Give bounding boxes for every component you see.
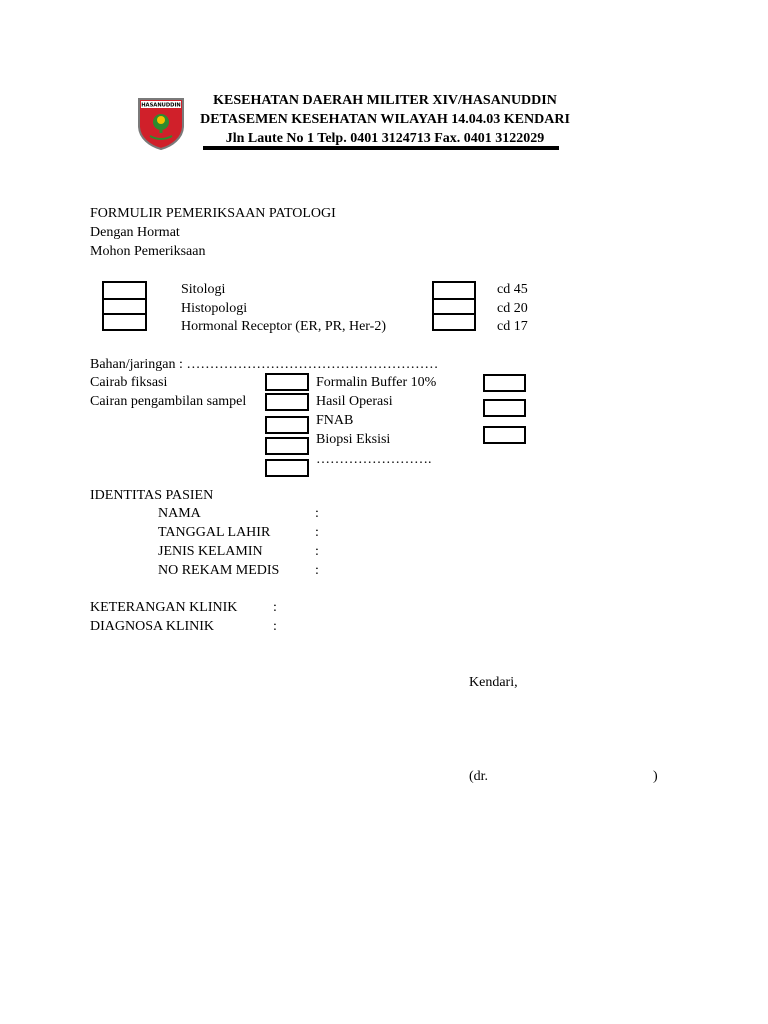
option-cd17: cd 17	[497, 319, 528, 334]
field-nama-label: NAMA	[158, 506, 201, 521]
header-divider	[203, 146, 559, 150]
checkbox-right-1[interactable]	[483, 374, 526, 392]
keterangan-klinik-label: KETERANGAN KLINIK	[90, 600, 238, 615]
checkbox-other[interactable]	[265, 459, 309, 477]
header-line-1: KESEHATAN DAERAH MILITER XIV/HASANUDDIN	[213, 93, 557, 108]
field-jenis-kelamin-colon: :	[315, 544, 319, 559]
checkbox-hasil-operasi[interactable]	[265, 393, 309, 411]
option-formalin: Formalin Buffer 10%	[316, 375, 437, 390]
checkbox-right-3[interactable]	[483, 426, 526, 444]
option-cd45: cd 45	[497, 282, 528, 297]
option-biopsi-eksisi: Biopsi Eksisi	[316, 432, 391, 447]
request-text: Mohon Pemeriksaan	[90, 244, 206, 259]
greeting: Dengan Hormat	[90, 225, 180, 240]
bahan-jaringan-field[interactable]: Bahan/jaringan : ………………………………………………	[90, 357, 439, 372]
military-emblem-logo	[136, 96, 186, 150]
diagnosa-klinik-colon: :	[273, 619, 277, 634]
signature-doctor-open: (dr.	[469, 769, 489, 784]
option-hasil-operasi: Hasil Operasi	[316, 394, 393, 409]
option-histopologi: Histopologi	[181, 301, 248, 316]
signature-doctor-close: )	[653, 769, 658, 784]
field-tanggal-lahir-colon: :	[315, 525, 319, 540]
patient-section-title: IDENTITAS PASIEN	[90, 488, 214, 503]
checkbox-cd17[interactable]	[432, 313, 476, 331]
fixation-label: Cairab fiksasi	[90, 375, 168, 390]
header-line-3: Jln Laute No 1 Telp. 0401 3124713 Fax. 0401 3122029	[225, 131, 545, 146]
checkbox-right-2[interactable]	[483, 399, 526, 417]
field-tanggal-lahir-label: TANGGAL LAHIR	[158, 525, 271, 540]
field-jenis-kelamin-label: JENIS KELAMIN	[158, 544, 263, 559]
keterangan-klinik-colon: :	[273, 600, 277, 615]
svg-text:HASANUDDIN: HASANUDDIN	[141, 102, 181, 109]
field-no-rekam-medis-label: NO REKAM MEDIS	[158, 563, 280, 578]
checkbox-biopsi-eksisi[interactable]	[265, 437, 309, 455]
signature-place: Kendari,	[469, 675, 518, 690]
option-other-dots: …………………….	[316, 452, 432, 467]
form-title: FORMULIR PEMERIKSAAN PATOLOGI	[90, 206, 336, 221]
checkbox-formalin[interactable]	[265, 373, 309, 391]
checkbox-hormonal-receptor[interactable]	[102, 313, 147, 331]
option-fnab: FNAB	[316, 413, 354, 428]
diagnosa-klinik-label: DIAGNOSA KLINIK	[90, 619, 215, 634]
field-no-rekam-medis-colon: :	[315, 563, 319, 578]
option-sitologi: Sitologi	[181, 282, 226, 297]
checkbox-fnab[interactable]	[265, 416, 309, 434]
option-hormonal-receptor: Hormonal Receptor (ER, PR, Her-2)	[181, 319, 387, 334]
field-nama-colon: :	[315, 506, 319, 521]
header-line-2: DETASEMEN KESEHATAN WILAYAH 14.04.03 KENDARI	[200, 112, 570, 127]
sampling-label: Cairan pengambilan sampel	[90, 394, 247, 409]
option-cd20: cd 20	[497, 301, 528, 316]
